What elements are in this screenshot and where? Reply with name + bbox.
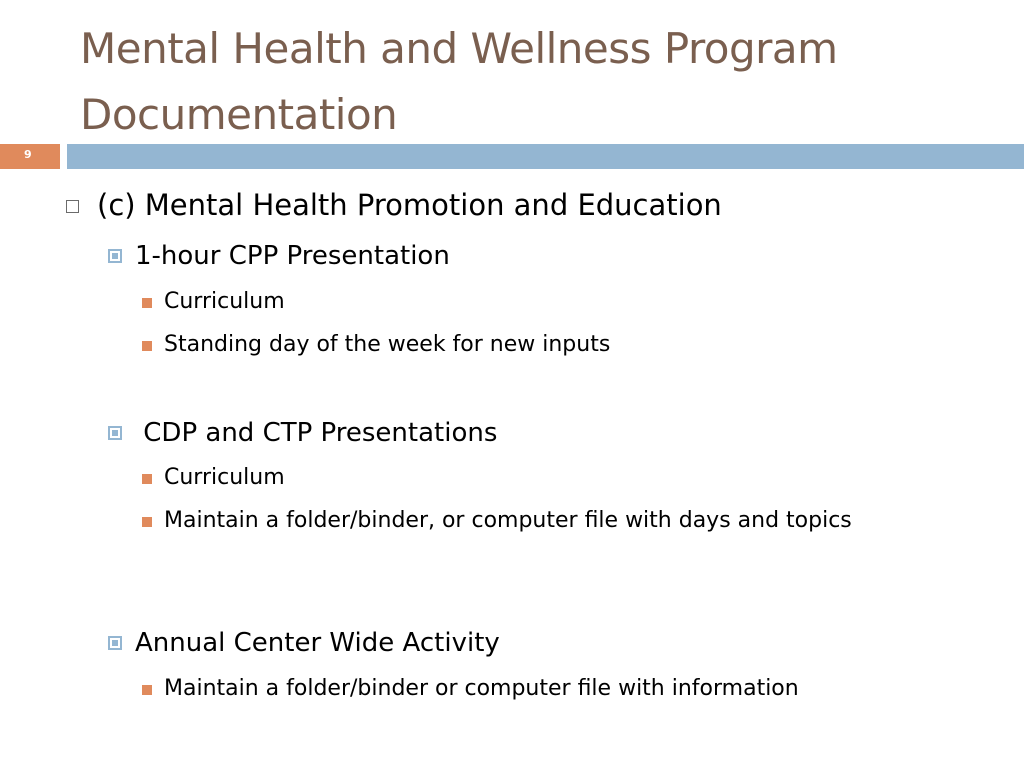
slide-title bbox=[80, 16, 1000, 148]
orange-square-bullet-icon bbox=[142, 341, 152, 351]
orange-square-bullet-icon bbox=[142, 685, 152, 695]
sub-bullet-text: Standing day of the week for new inputs bbox=[164, 332, 611, 357]
sub-bullet bbox=[142, 504, 922, 538]
sub-bullet-text: Curriculum bbox=[164, 289, 285, 314]
orange-square-bullet-icon bbox=[142, 474, 152, 484]
boxed-square-bullet-icon bbox=[108, 249, 122, 263]
slide-title-line-1: Mental Health and Wellness Program bbox=[80, 24, 838, 73]
main-bullet bbox=[66, 188, 722, 222]
section-bullet bbox=[108, 241, 450, 272]
section-bullet-text: CDP and CTP Presentations bbox=[135, 418, 498, 448]
sub-bullet-text: Curriculum bbox=[164, 465, 285, 490]
sub-bullet-text: Maintain a folder/binder or computer file with information bbox=[164, 676, 799, 701]
title-divider-bar bbox=[67, 144, 1024, 169]
slide-title-line-2: Documentation bbox=[80, 90, 398, 139]
orange-square-bullet-icon bbox=[142, 517, 152, 527]
section-bullet-text: 1-hour CPP Presentation bbox=[135, 241, 450, 271]
hollow-square-bullet-icon bbox=[66, 200, 79, 213]
orange-square-bullet-icon bbox=[142, 298, 152, 308]
sub-bullet bbox=[142, 672, 799, 706]
section-bullet bbox=[108, 628, 500, 659]
section-bullet bbox=[108, 418, 497, 449]
slide-number-badge bbox=[0, 144, 60, 169]
main-bullet-text: (c) Mental Health Promotion and Education bbox=[97, 188, 722, 222]
sub-bullet bbox=[142, 461, 285, 495]
slide-number: 9 bbox=[24, 148, 32, 161]
boxed-square-bullet-icon bbox=[108, 636, 122, 650]
sub-bullet bbox=[142, 285, 285, 319]
section-bullet-text: Annual Center Wide Activity bbox=[135, 628, 500, 658]
boxed-square-bullet-icon bbox=[108, 426, 122, 440]
sub-bullet bbox=[142, 328, 610, 362]
sub-bullet-text: Maintain a folder/binder, or computer file with days and topics bbox=[164, 508, 852, 533]
